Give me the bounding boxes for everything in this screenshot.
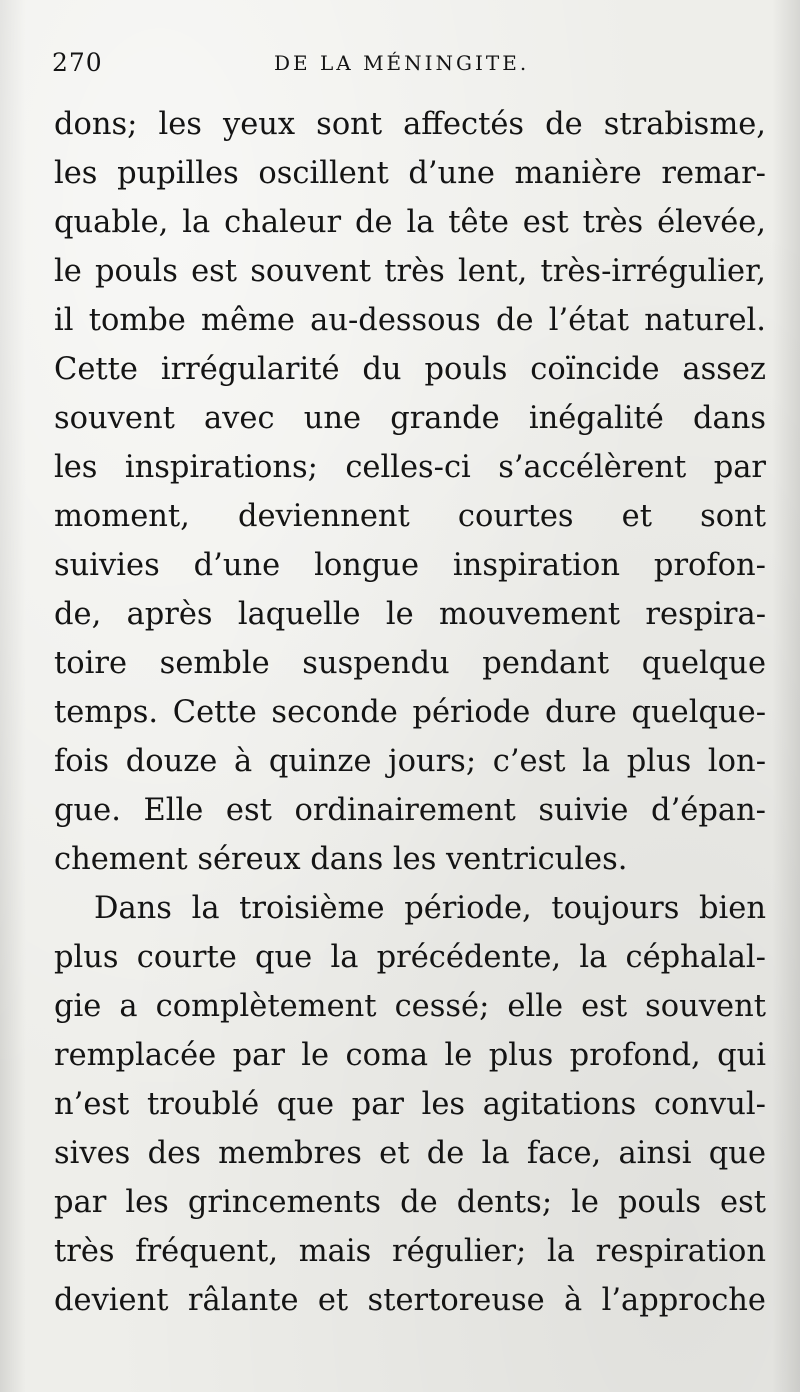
text-line: les inspirations; celles-ci s’accélèrent par	[54, 450, 766, 485]
paragraph-start-line: Dans la troisième période, toujours bien	[94, 891, 766, 926]
text-body	[54, 100, 766, 1325]
text-line: souvent avec une grande inégalité dans	[54, 401, 766, 436]
text-line: il tombe même au-dessous de l’état naturel.	[54, 303, 766, 338]
text-line: devient râlante et stertoreuse à l’approche	[54, 1283, 766, 1318]
text-line: gie a complètement cessé; elle est souvent	[54, 989, 766, 1024]
text-line: quable, la chaleur de la tête est très élevée,	[54, 205, 766, 240]
text-line: toire semble suspendu pendant quelque	[54, 646, 766, 681]
text-line: les pupilles oscillent d’une manière remar-	[54, 156, 766, 191]
running-head: DE LA MÉNINGITE.	[274, 51, 530, 75]
text-line: très fréquent, mais régulier; la respiration	[54, 1234, 766, 1269]
text-line: temps. Cette seconde période dure quelque-	[54, 695, 766, 730]
text-line: par les grincements de dents; le pouls est	[54, 1185, 766, 1220]
paragraph-end-line: chement séreux dans les ventricules.	[54, 842, 628, 877]
text-line: le pouls est souvent très lent, très-irrégulier,	[54, 254, 766, 289]
text-line: de, après laquelle le mouvement respira-	[54, 597, 766, 632]
text-line: fois douze à quinze jours; c’est la plus lon-	[54, 744, 766, 779]
text-line: sives des membres et de la face, ainsi que	[54, 1136, 766, 1171]
page-header	[52, 48, 760, 80]
text-line: n’est troublé que par les agitations convul-	[54, 1087, 766, 1122]
page-number: 270	[52, 48, 103, 77]
text-line: remplacée par le coma le plus profond, qui	[54, 1038, 766, 1073]
text-line: moment, deviennent courtes et sont	[54, 499, 766, 534]
text-line: Cette irrégularité du pouls coïncide assez	[54, 352, 766, 387]
text-line: plus courte que la précédente, la céphalal-	[54, 940, 766, 975]
text-line: gue. Elle est ordinairement suivie d’épan-	[54, 793, 766, 828]
text-line: dons; les yeux sont affectés de strabisme,	[54, 107, 766, 142]
text-line: suivies d’une longue inspiration profon-	[54, 548, 766, 583]
